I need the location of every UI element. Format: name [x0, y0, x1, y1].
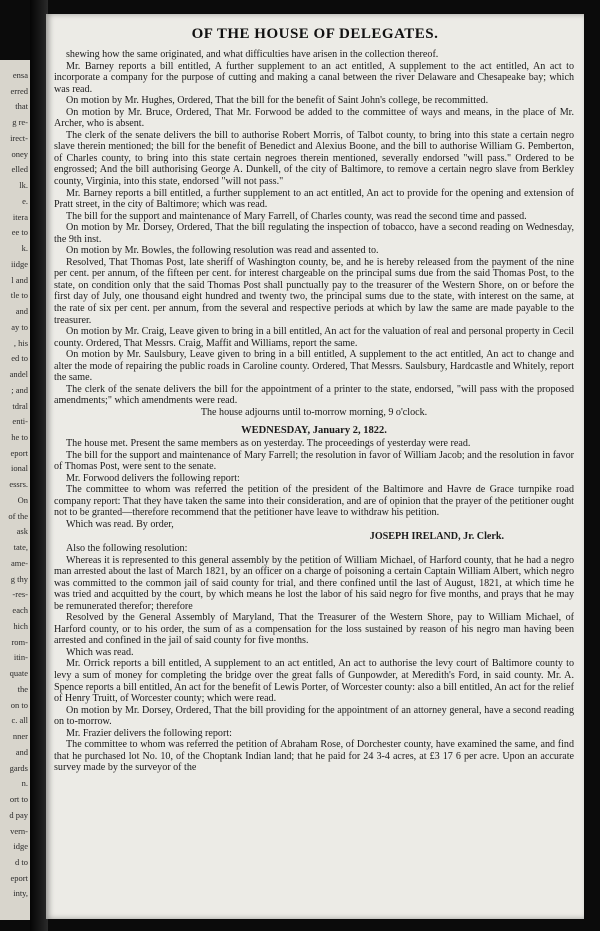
- facing-page-fragment: nner: [12, 731, 28, 741]
- facing-page-fragment: hich: [13, 621, 28, 631]
- facing-page-fragment: the: [17, 684, 28, 694]
- paragraph: On motion by Mr. Bruce, Ordered, That Mr. Forwood be added to the committee of ways and means, in the place of Mr. Archer, who is absent.: [54, 106, 574, 130]
- facing-page-fragment: itin-: [13, 652, 28, 662]
- paragraph: On motion by Mr. Hughes, Ordered, That the bill for the benefit of Saint John's college, be recommitted.: [66, 95, 489, 107]
- paragraph: The committee to whom was referred the petition of the president of the Baltimore and Havre de Grace turnpike road company report: That they have taken the same into their consideration, and are of opinion that the prayer of the petitioner ought not to be granted—therefore recommend that the petitioner have leave to withdraw his petition.: [54, 484, 574, 519]
- paragraph: The clerk of the senate delivers the bill for the appointment of a printer to the state, endorsed, "will pass with the proposed amendments;" which amendments were read.: [54, 383, 574, 407]
- facing-page-fragment: eport: [10, 873, 28, 883]
- facing-page-fragment: essrs.: [9, 479, 28, 489]
- facing-page-fragment: ; and: [11, 385, 28, 395]
- facing-page-fragment: quate: [9, 668, 28, 678]
- paragraph: The clerk of the senate delivers the bill to authorise Robert Morris, of Talbot county, to bring into this state a certain negro slave therein mentioned; the bill for the benefit of Benedict and Alexius Boone, and the bill to authorise William G. Pemberton, of Charles county, to bring into this state certain negroes therein mentioned, severally endorsed "will pass." Ordered to be engrossed; And the bill authorising George A. Dunkell, of the city of Baltimore, to remove a certain negro slave from Berkley county, Virginia, into this state, endorsed "will not pass.": [54, 129, 574, 188]
- facing-page-fragment: d pay: [9, 810, 28, 820]
- facing-page-fragment: tle to: [10, 290, 28, 300]
- adjournment-line: The house adjourns until to-morrow morning, 9 o'clock.: [200, 406, 428, 418]
- facing-page-fragment: and: [15, 747, 28, 757]
- facing-page-fragment: e.: [22, 196, 28, 206]
- paragraph: On motion by Mr. Saulsbury, Leave given to bring in a bill entitled, A supplement to the act entitled, An act to change and alter the mode of repairing the public roads in Caroline county. Ordered, That Messrs. Saulsbury, Hardcastle and Whitely, report the same.: [54, 349, 574, 384]
- facing-page-fragment: ee to: [11, 227, 28, 237]
- paragraph: Mr. Frazier delivers the following report:: [66, 727, 232, 739]
- page-header: OF THE HOUSE OF DELEGATES.: [191, 26, 439, 42]
- facing-page-fragment: eport: [10, 448, 28, 458]
- facing-page-fragment: and: [15, 306, 28, 316]
- facing-page-fragment: ame-: [11, 558, 28, 568]
- facing-page-fragment: ask: [16, 526, 28, 536]
- facing-page-fragment: elled: [11, 164, 28, 174]
- facing-page-fragment: iidge: [11, 259, 28, 269]
- paragraph: Which was read. By order,: [66, 518, 174, 530]
- paragraph: On motion by Mr. Dorsey, Ordered, That the bill regulating the inspection of tobacco, have a second reading on Wednesday, the 9th inst.: [54, 222, 574, 245]
- proceedings-wednesday-part-2: [54, 543, 574, 774]
- proceedings-tuesday: [54, 49, 574, 407]
- facing-page-fragment: n.: [21, 778, 28, 788]
- paragraph: The house met. Present the same members as on yesterday. The proceedings of yesterday were read.: [66, 438, 471, 450]
- facing-page-fragment: ional: [11, 463, 28, 473]
- facing-page-fragment: each: [12, 605, 28, 615]
- facing-page-fragment: vern-: [10, 826, 28, 836]
- facing-page-fragment: erred: [10, 86, 28, 96]
- facing-page-fragment: idge: [13, 841, 28, 851]
- facing-page-fragment: enti-: [12, 416, 28, 426]
- paragraph: On motion by Mr. Craig, Leave given to bring in a bill entitled, An act for the valuation of real and personal property in Cecil county. Ordered, That Messrs. Craig, Maffit and Williams, report the same.: [54, 326, 574, 349]
- paragraph: The committee to whom was referred the petition of Abraham Rose, of Dorchester county, have examined the same, and find that he purchased lot No. 10, of the Choptank Indian land; that he paid for 24 3-4 acres, at £3 17 6 per acre. Upon an accurate survey made by the surveyor of the: [54, 739, 574, 774]
- facing-page-fragment: ay to: [11, 322, 28, 332]
- paragraph: Mr. Barney reports a bill entitled, A further supplement to an act entitled, A supplement to the act entitled, An act to incorporate a company for the purpose of cutting and making a canal between the river Delaware and Chesapeake bay; which was read.: [54, 60, 574, 95]
- facing-page-fragment: gards: [9, 763, 28, 773]
- paragraph: shewing how the same originated, and what difficulties have arisen in the collection thereof.: [66, 49, 439, 60]
- paragraph: Mr. Barney reports a bill entitled, a further supplement to an act entitled, An act to provide for the opening and extension of Pratt street, in the city of Baltimore; which was read.: [54, 187, 574, 211]
- facing-page-fragment: , his: [13, 338, 28, 348]
- facing-page-fragment: l and: [11, 275, 28, 285]
- paragraph: Also the following resolution:: [66, 542, 188, 554]
- facing-page-fragment: g thy: [10, 574, 28, 584]
- facing-page-fragment: -res-: [12, 589, 28, 599]
- paragraph: Mr. Orrick reports a bill entitled, A supplement to an act entitled, An act to authorise the levy court of Baltimore county to levy a sum of money for completing the bridge over the great falls of Gunpowder, at Meredith's Ford, in said county. Mr. A. Spence reports a bill entitled, An act for the benefit of Lewis Porter, of Worcester county: also a bill entitled, An act for the relief of Henry Truitt, of Worcester county; which were read.: [54, 658, 574, 705]
- facing-page-fragment: ed to: [11, 353, 28, 363]
- facing-page-fragment: On: [17, 495, 28, 505]
- paragraph: The bill for the support and maintenance of Mary Farrell; the resolution in favor of William Jacob; and the resolution in favor of Thomas Post, were sent to the senate.: [54, 449, 574, 473]
- paragraph: Which was read.: [66, 646, 134, 658]
- paragraph: On motion by Mr. Bowles, the following resolution was read and assented to.: [66, 245, 379, 257]
- clerk-signoff: JOSEPH IRELAND, Jr. Clerk.: [369, 531, 504, 543]
- facing-page-fragment: itera: [12, 212, 28, 222]
- facing-page-fragment: rom-: [11, 637, 28, 647]
- facing-page-fragment: g re-: [12, 117, 28, 127]
- facing-page-fragment: of the: [8, 511, 28, 521]
- facing-page-fragment: andel: [9, 369, 28, 379]
- facing-page-fragment: inty,: [13, 888, 28, 898]
- paragraph: Mr. Forwood delivers the following report:: [66, 472, 240, 484]
- paragraph: On motion by Mr. Dorsey, Ordered, That the bill providing for the appointment of an attorney general, have a second reading on to-morrow.: [54, 704, 574, 728]
- facing-page-fragment: ensa: [12, 70, 28, 80]
- paragraph: Resolved, That Thomas Post, late sheriff of Washington county, be, and he is hereby released from the payment of the nine per cent. per annum, of the fifteen per cent. for interest chargeable on the principal sums due from the said Thomas Post, to the state, on condition only that the said Thomas Post shall punctually pay to the treasurer of the Western Shore, on or before the first day of July, one thousand eight hundred and twenty two, the principal sums due to the state, with interest on the same, at the rate of six per cent. per annum, from the several and respective periods at which by law the same are made payable to the treasurer.: [54, 256, 574, 326]
- facing-page-fragment: on to: [10, 700, 28, 710]
- paragraph: Resolved by the General Assembly of Maryland, That the Treasurer of the Western Shore, pay to William Michael, of Harford county, or to his order, the sum of as a compensation for the loss sustained by reason of his negro man having been arrested and confined in the jail of said county for five months.: [54, 612, 574, 647]
- facing-page-fragment: lk.: [19, 180, 28, 190]
- page-body: [46, 49, 584, 774]
- proceedings-wednesday-part-1: [54, 438, 574, 530]
- journal-page: [46, 14, 584, 919]
- facing-page-fragment: irect-: [10, 133, 28, 143]
- facing-page-edge: [0, 60, 30, 920]
- facing-page-fragment: oney: [11, 149, 28, 159]
- facing-page-fragment: tate,: [13, 542, 28, 552]
- facing-page-fragment: he to: [11, 432, 28, 442]
- facing-page-fragment: that: [15, 101, 28, 111]
- facing-page-fragment: c. all: [11, 715, 28, 725]
- facing-page-fragment: k.: [21, 243, 28, 253]
- facing-page-fragment: ort to: [9, 794, 28, 804]
- facing-page-fragment: tdral: [12, 401, 28, 411]
- date-heading: WEDNESDAY, January 2, 1822.: [241, 424, 387, 436]
- facing-page-fragment: d to: [15, 857, 28, 867]
- paragraph: Whereas it is represented to this general assembly by the petition of William Michael, of Harford county, that he had a negro man arrested about the last of March 1821, by an officer on a charge of poisoning a certain Captain William Albert, which negro was committed to the common jail of said county for trial, and there confined until the last of August, 1821, at which time he was tried and acquitted by the court, by which means he lost the labor of his said negro for five months, and prays that he may be remunerated therefor; therefore: [54, 554, 574, 612]
- paragraph: The bill for the support and maintenance of Mary Farrell, of Charles county, was read the second time and passed.: [66, 210, 527, 222]
